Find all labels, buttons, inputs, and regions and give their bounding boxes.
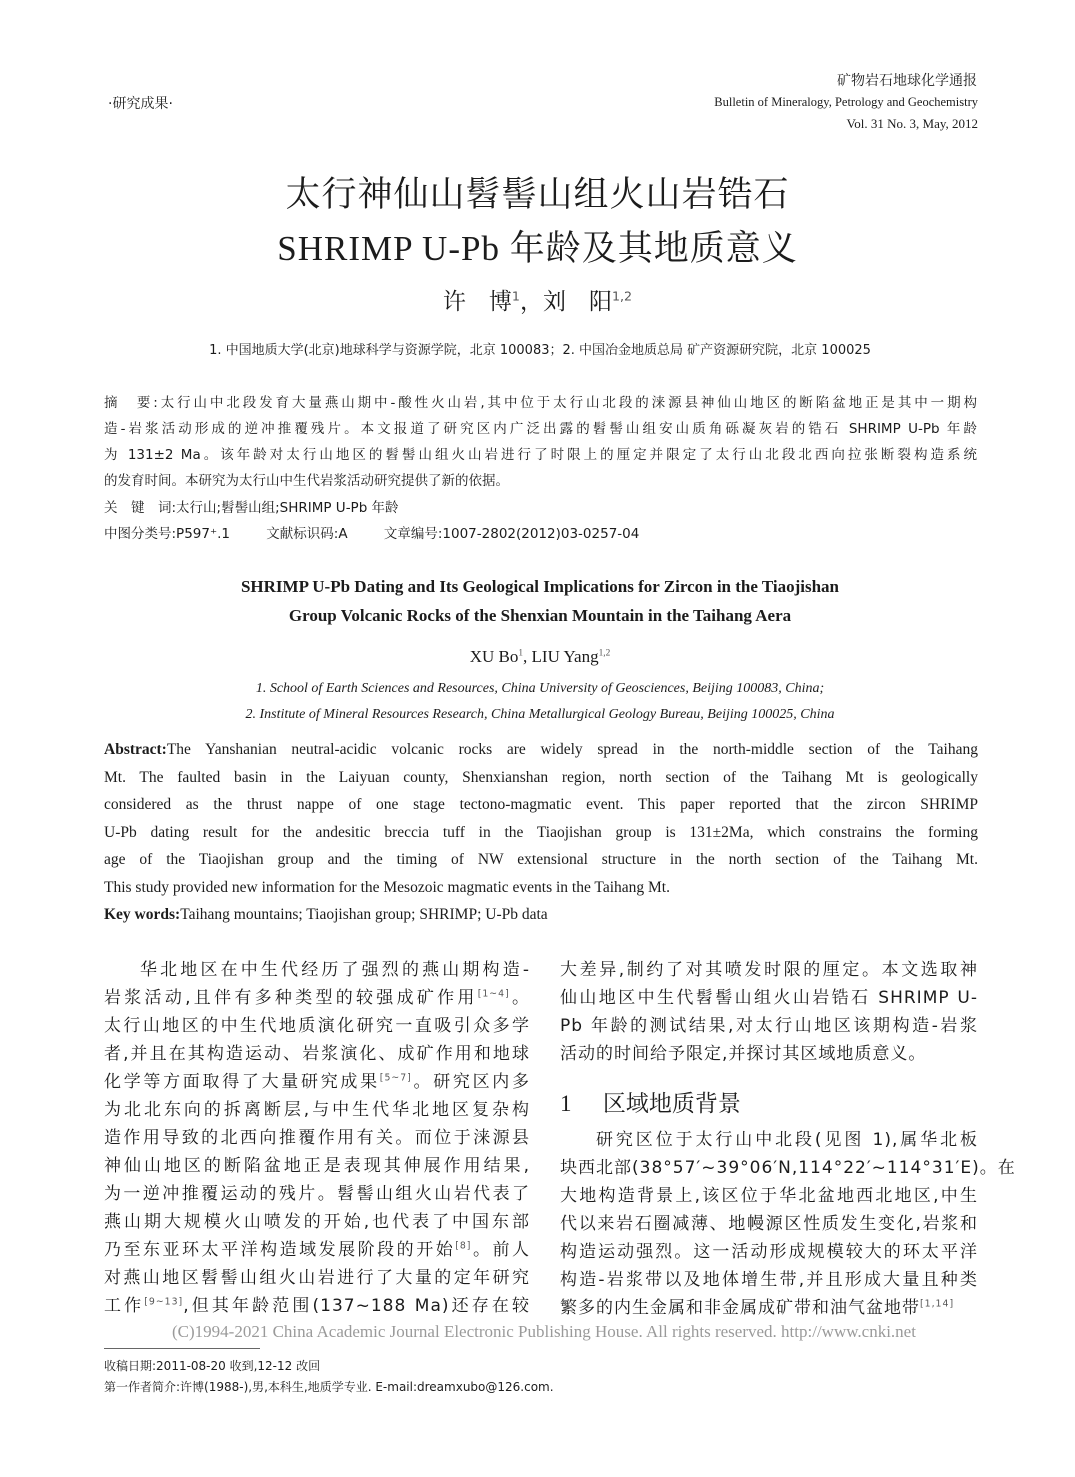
body-text-tail: 。 <box>509 988 530 1008</box>
body-text-line <box>560 1158 1016 1178</box>
body-text: 大地构造背景上,该区位于华北盆地西北地区,中生 <box>560 1186 978 1206</box>
affiliation-en-2: 2. Institute of Mineral Resources Research, China Metallurgical Geology Bureau, Beijing 100025, China <box>245 707 835 722</box>
body-text: 研究区位于太行山中北段(见图 1),属华北板 <box>596 1130 978 1150</box>
affiliation-en-1: 1. School of Earth Sciences and Resources, China University of Geosciences, Beijing 100083, China; <box>255 681 825 696</box>
abstract-en-line <box>104 769 978 787</box>
keywords-en <box>104 906 548 924</box>
title-line-2: SHRIMP U-Pb 年龄及其地质意义 <box>277 229 798 268</box>
body-text-tail: 。研究区内多 <box>411 1072 531 1092</box>
citation: [1,14] <box>920 1298 955 1310</box>
body-text-line <box>104 1268 530 1288</box>
body-text: 神仙山地区的断陷盆地正是表现其伸展作用结果, <box>104 1156 530 1176</box>
authors-en <box>0 647 1075 667</box>
citation: [8] <box>455 1240 472 1252</box>
abstract-en-line <box>104 796 978 814</box>
author-2-sup: 1,2 <box>611 288 633 304</box>
author-1: 许 博 <box>442 289 512 315</box>
body-text: 造作用导致的北西向推覆作用有关。而位于涞源县 <box>104 1128 530 1148</box>
body-text-line <box>104 1044 530 1064</box>
body-text: 者,并且在其构造运动、岩浆演化、成矿作用和地球 <box>104 1044 530 1064</box>
abstract-en-line <box>104 851 978 869</box>
footnote-divider <box>104 1348 260 1349</box>
body-text: 化学等方面取得了大量研究成果 <box>104 1072 380 1092</box>
abstract-cn-line: 为 131±2 Ma。该年龄对太行山地区的髫髻山组火山岩进行了时限上的厘定并限定了太行山北段北西向拉张断裂构造系统 <box>104 447 977 463</box>
body-text-line <box>560 1270 978 1290</box>
body-text-line <box>104 1212 530 1232</box>
body-text-line <box>560 1016 978 1036</box>
body-text-line <box>596 1130 978 1150</box>
section-number: 1 <box>560 1091 572 1116</box>
body-text: 繁多的内生金属和非金属成矿带和油气盆地带 <box>560 1298 920 1318</box>
title-line-1: 太行神仙山髫髻山组火山岩锆石 <box>285 175 790 215</box>
section-title: 区域地质背景 <box>602 1091 741 1117</box>
body-text-line <box>560 1186 978 1206</box>
body-text-line <box>560 1298 954 1318</box>
classification <box>104 522 639 542</box>
watermark: (C)1994-2021 China Academic Journal Electronic Publishing House. All rights reserved. http://www.cnki.net <box>172 1322 916 1341</box>
body-text: 乃至东亚环太平洋构造域发展阶段的开始 <box>104 1240 456 1260</box>
abstract-en-text: This study provided new information for the Mesozoic magmatic events in the Taihang Mt. <box>104 878 670 896</box>
author-en-1-sup: 1 <box>518 648 524 659</box>
body-text: 华北地区在中生代经历了强烈的燕山期构造- <box>140 960 530 980</box>
body-text-line <box>104 1016 530 1036</box>
abstract-en-text: age of the Tiaojishan group and the timing of NW extensional structure in the north section of the Taihang Mt. <box>104 851 978 868</box>
authors-cn <box>0 283 1075 316</box>
footnote-author-bio: 第一作者简介:许博(1988-),男,本科生,地质学专业. E-mail:dreamxubo@126.com. <box>104 1380 554 1394</box>
body-text: 构造运动强烈。这一活动形成规模较大的环太平洋 <box>560 1242 978 1262</box>
author-1-sup: 1 <box>511 288 520 304</box>
title-en-line-1: SHRIMP U-Pb Dating and Its Geological Implications for Zircon in the Tiaojishan <box>240 577 840 596</box>
journal-name-cn: 矿物岩石地球化学通报 <box>837 73 977 89</box>
body-text-line <box>104 988 530 1008</box>
body-text: 块西北部(38°57′~39°06′N,114°22′~114°31′E)。在 <box>560 1158 1016 1178</box>
body-text-line <box>560 1214 978 1234</box>
body-text-line <box>560 988 978 1008</box>
body-text: 太行山地区的中生代地质演化研究一直吸引众多学 <box>104 1016 530 1036</box>
body-text: 构造-岩浆带以及地体增生带,并且形成大量且种类 <box>560 1270 978 1290</box>
body-text-line <box>104 1100 530 1120</box>
body-text-line <box>140 960 530 980</box>
abstract-en-text: Mt. The faulted basin in the Laiyuan county, Shenxianshan region, north section of the Taihang Mt is geologically <box>104 768 978 786</box>
body-text: Pb 年龄的测试结果,对太行山地区该期构造-岩浆 <box>560 1016 978 1036</box>
body-text-line <box>104 1072 530 1092</box>
abstract-en-line <box>104 741 978 759</box>
body-text: 为北北东向的拆离断层,与中生代华北地区复杂构 <box>104 1100 530 1120</box>
author-2: 刘 阳 <box>542 289 612 315</box>
author-en-1: XU Bo <box>469 647 519 666</box>
body-text-line <box>560 1044 926 1064</box>
footnote-received: 收稿日期:2011-08-20 收到,12-12 改回 <box>104 1359 321 1373</box>
affiliations-en <box>0 676 1075 728</box>
section-heading <box>560 1085 741 1118</box>
abstract-en-line <box>104 879 670 897</box>
body-text-line <box>560 1242 978 1262</box>
keywords-cn: 关 键 词:太行山;髫髻山组;SHRIMP U-Pb 年龄 <box>104 500 399 516</box>
author-en-2-sup: 1,2 <box>598 648 611 659</box>
citation: [1~4] <box>477 988 510 1000</box>
body-text-tail: ,但其年龄范围(137~188 Ma)还存在较 <box>183 1296 531 1316</box>
abstract-cn-line: 造-岩浆活动形成的逆冲推覆残片。本文报道了研究区内广泛出露的髫髻山组安山质角砾凝灰岩的锆石 SHRIMP U-Pb 年龄 <box>104 421 977 437</box>
body-text: 代以来岩石圈减薄、地幔源区性质发生变化,岩浆和 <box>560 1214 978 1234</box>
body-text-line <box>104 1296 530 1316</box>
body-text: 对燕山地区髫髻山组火山岩进行了大量的定年研究 <box>104 1268 530 1288</box>
abstract-en-label: Abstract: <box>104 741 167 758</box>
citation: [5~7] <box>379 1072 412 1084</box>
abstract-en-line <box>104 824 978 842</box>
clc-number: 中图分类号:P597⁺.1 <box>104 526 230 542</box>
doc-code: 文献标识码:A <box>266 526 348 542</box>
body-text: 为一逆冲推覆运动的残片。髫髻山组火山岩代表了 <box>104 1184 530 1204</box>
body-text-line <box>104 1184 530 1204</box>
abstract-en-text: The Yanshanian neutral-acidic volcanic rocks are widely spread in the north-middle section of the Taihang <box>166 741 978 758</box>
author-sep: ， <box>519 289 543 315</box>
body-text-line <box>560 960 978 980</box>
body-text: 仙山地区中生代髫髻山组火山岩锆石 SHRIMP U- <box>560 988 978 1008</box>
body-text: 活动的时间给予限定,并探讨其区域地质意义。 <box>560 1044 927 1064</box>
body-text: 岩浆活动,且伴有多种类型的较强成矿作用 <box>104 988 478 1008</box>
body-text: 大差异,制约了对其喷发时限的厘定。本文选取神 <box>560 960 978 980</box>
keywords-en-text: Taihang mountains; Tiaojishan group; SHRIMP; U-Pb data <box>180 906 548 923</box>
author-en-2: LIU Yang <box>531 647 599 666</box>
body-text-line <box>104 1156 530 1176</box>
title-en-line-2: Group Volcanic Rocks of the Shenxian Mountain in the Taihang Aera <box>288 606 792 625</box>
abstract-cn-line: 摘 要:太行山中北段发育大量燕山期中-酸性火山岩,其中位于太行山北段的涞源县神仙山地区的断陷盆地正是其中一期构 <box>104 395 977 411</box>
paper-title-cn <box>0 168 1075 276</box>
affiliations-cn: 1. 中国地质大学(北京)地球科学与资源学院，北京 100083；2. 中国冶金地质总局 矿产资源研究院，北京 100025 <box>209 343 871 358</box>
body-text-line <box>104 1240 530 1260</box>
paper-title-en <box>0 572 1075 630</box>
body-text-tail: 。前人 <box>471 1240 531 1260</box>
abstract-cn-line: 的发育时间。本研究为太行山中生代岩浆活动研究提供了新的依据。 <box>104 473 509 489</box>
section-tag: ·研究成果· <box>108 96 173 112</box>
abstract-en-text: U-Pb dating result for the andesitic breccia tuff in the Tiaojishan group is 131±2Ma, which constrains the forming <box>104 823 978 841</box>
journal-volume: Vol. 31 No. 3, May, 2012 <box>846 116 978 131</box>
body-text-line <box>104 1128 530 1148</box>
author-en-sep: , <box>523 647 532 666</box>
abstract-en-text: considered as the thrust nappe of one stage tectono-magmatic event. This paper reported that the zircon SHRIMP <box>104 796 978 813</box>
keywords-en-label: Key words: <box>104 906 181 923</box>
body-text: 工作 <box>104 1296 145 1316</box>
journal-name-en: Bulletin of Mineralogy, Petrology and Geochemistry <box>714 95 978 109</box>
article-number: 文章编号:1007-2802(2012)03-0257-04 <box>383 526 640 542</box>
body-text: 燕山期大规模火山喷发的开始,也代表了中国东部 <box>104 1212 530 1232</box>
citation: [9~13] <box>144 1296 184 1308</box>
